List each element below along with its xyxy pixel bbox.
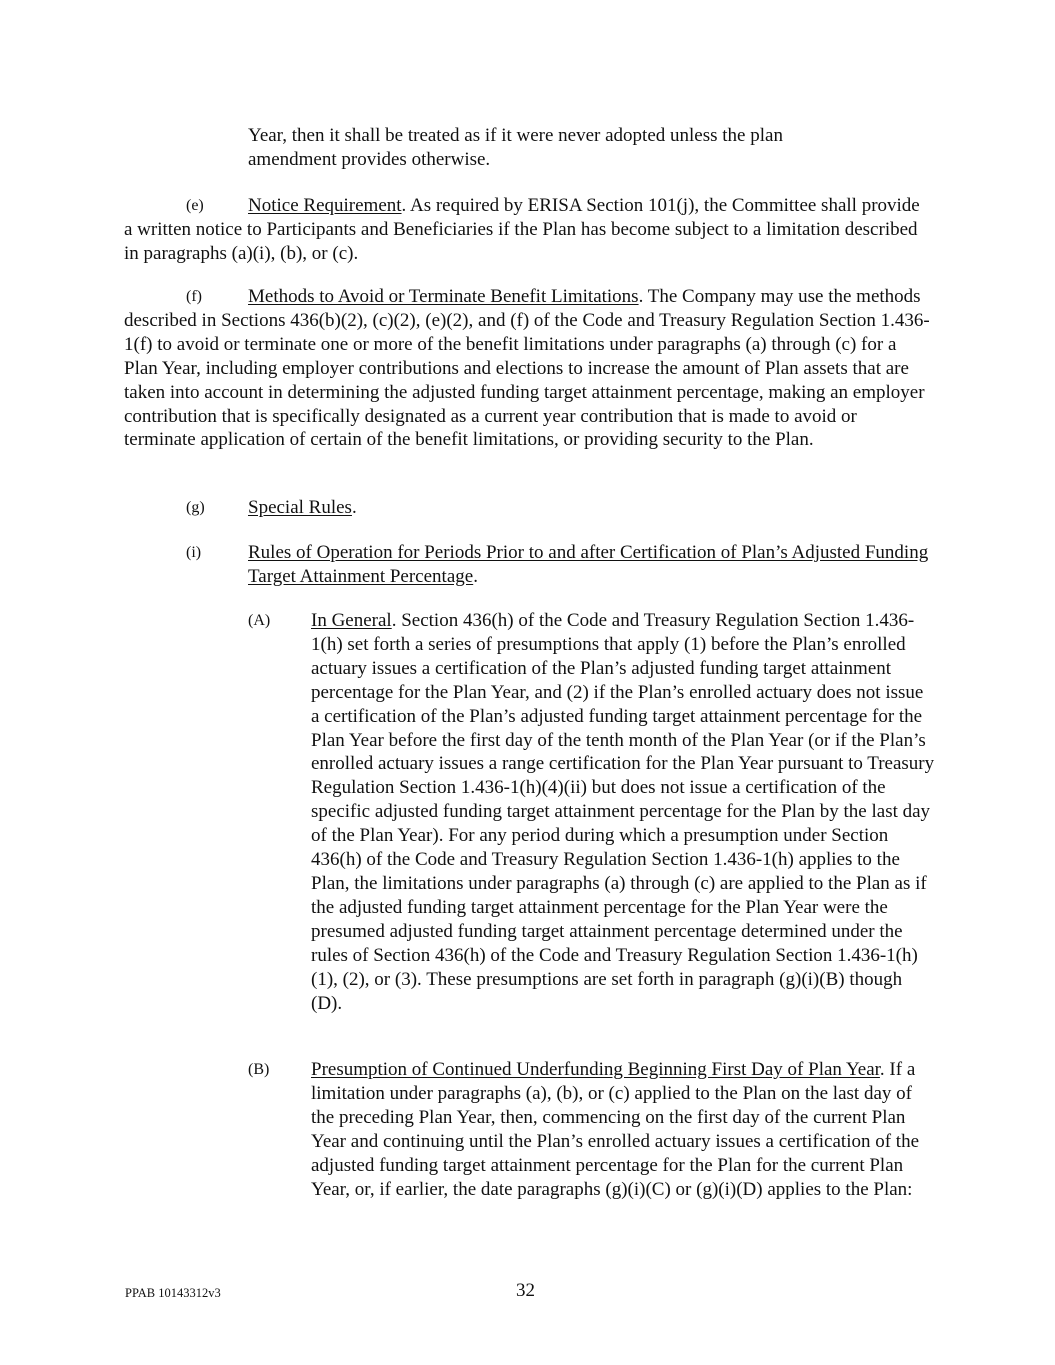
section-i-body: . [473,565,478,587]
section-A-paragraph [311,609,935,1015]
section-e-paragraph [124,194,930,266]
section-f-body: . The Company may use the methods described in Sections 436(b)(2), (c)(2), (e)(2), and (f) of the Code and Treasury Regulation Section 1.436-1(f) to avoid or terminate one or more of the benefit limitations under paragraphs (a) through (c) for a Plan Year, including employer contributions and elections to increase the amount of Plan assets that are taken into account in determining the adjusted funding target attainment percentage, making an employer contribution that is specifically designated as a current year contribution that is made to avoid or terminate application of certain of the benefit limitations, or providing security to the Plan. [124,286,930,451]
section-f-paragraph [124,285,930,452]
section-g-body: . [351,497,357,518]
section-e-heading: Notice Requirement [248,195,402,216]
page-number: 32 [516,1280,535,1301]
section-B-paragraph [311,1058,931,1201]
section-i-heading: Rules of Operation for Periods Prior to and after Certification of Plan’s Adjusted Funding Target Attainment Percentage [248,542,929,587]
section-A-label: (A) [248,612,271,629]
section-f-heading: Methods to Avoid or Terminate Benefit Limitations [248,286,639,307]
section-A-heading: In General [311,610,392,631]
continuation-paragraph: Year, then it shall be treated as if it were never adopted unless the plan amendment provides otherwise. [248,125,783,170]
section-e-label: (e) [186,197,204,214]
section-A-body: . Section 436(h) of the Code and Treasury Regulation Section 1.436-1(h) set forth a series of presumptions that apply (1) before the Plan’s enrolled actuary issues a certification of the Plan’s adjusted funding target attainment percentage for the Plan Year, and (2) if the Plan’s enrolled actuary does not issue a certification of the Plan’s adjusted funding target attainment percentage for the Plan Year before the first day of the tenth month of the Plan Year (or if the Plan’s enrolled actuary issues a range certification for the Plan Year pursuant to Treasury Regulation Section 1.436-1(h)(4)(ii) but does not issue a certification of the specific adjusted funding target attainment percentage for the Plan by the last day of the Plan Year). For any period during which a presumption under Section 436(h) of the Code and Treasury Regulation Section 1.436-1(h) applies to the Plan, the limitations under paragraphs (a) through (c) are applied to the Plan as if the adjusted funding target attainment percentage for the Plan Year were the presumed adjusted funding target attainment percentage determined under the rules of Section 436(h) of the Code and Treasury Regulation Section 1.436-1(h)(1), (2), or (3). These presumptions are set forth in paragraph (g)(i)(B) though (D). [311,610,935,1014]
section-B-heading: Presumption of Continued Underfunding Beginning First Day of Plan Year [311,1059,880,1080]
document-id: PPAB 10143312v3 [125,1286,221,1300]
section-f-label: (f) [186,288,202,305]
section-e-body: . As required by ERISA Section 101(j), the Committee shall provide a written notice to Participants and Beneficiaries if the Plan has become subject to a limitation described in paragraphs (a)(i), (b), or (c). [124,195,920,264]
section-g-heading: Special Rules [248,497,352,518]
section-B-body: . If a limitation under paragraphs (a), (b), or (c) applied to the Plan on the last day of the preceding Plan Year, then, commencing on the first day of the current Plan Year and continuing until the Plan’s enrolled actuary issues a certification of the adjusted funding target attainment percentage for the Plan for the current Plan Year, or, if earlier, the date paragraphs (g)(i)(C) or (g)(i)(D) applies to the Plan: [311,1059,920,1200]
section-B-label: (B) [248,1061,270,1078]
section-g-label: (g) [186,499,205,516]
section-g-paragraph [248,496,928,520]
section-i-label: (i) [186,544,202,561]
section-i-paragraph [248,541,932,589]
